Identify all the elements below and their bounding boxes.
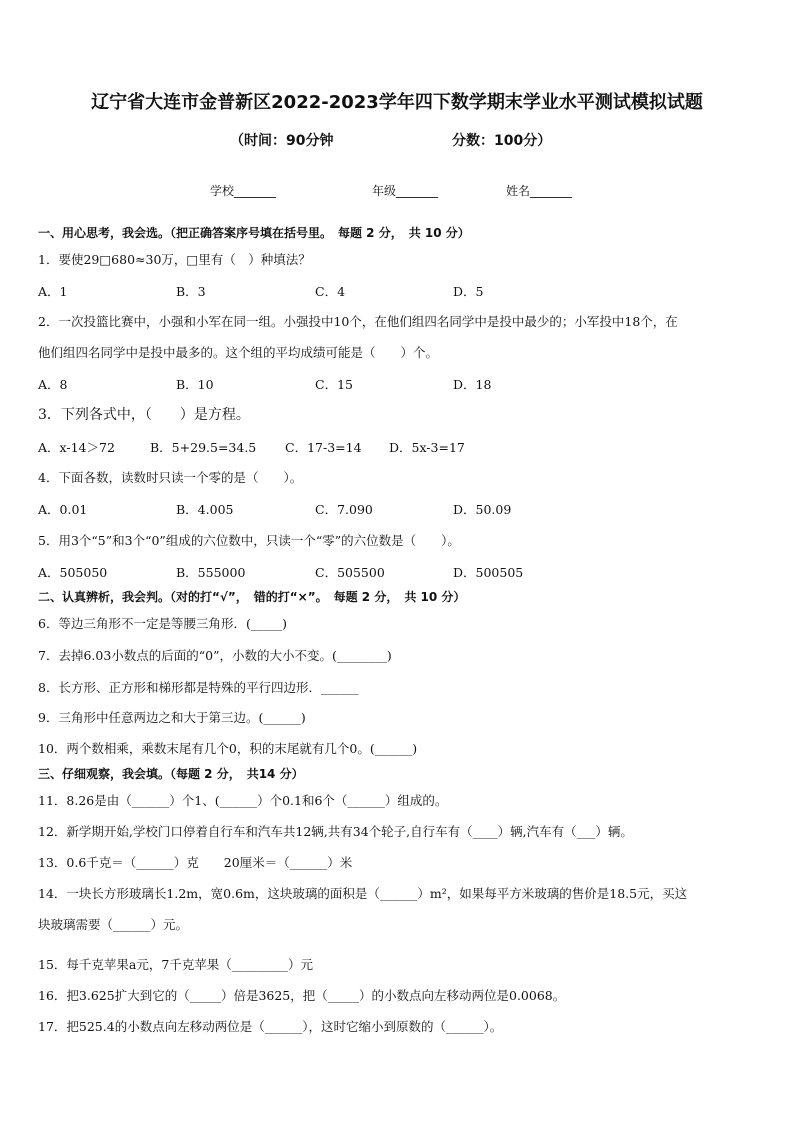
q4-option-c: C．7.090 xyxy=(315,502,373,517)
q3-option-c: C．17-3=14 xyxy=(285,440,362,455)
q3-option-a: A．x-14＞72 xyxy=(38,440,115,455)
q1-option-c: C．4 xyxy=(315,284,346,299)
q5-option-a: A．505050 xyxy=(38,565,108,580)
section-1-heading: 一、用心思考，我会选。（把正确答案序号填在括号里。 每题 2 分， 共 10 分） xyxy=(38,226,470,240)
q5-option-d: D．500505 xyxy=(453,565,524,580)
question-12: 12．新学期开始,学校门口停着自行车和汽车共12辆,共有34个轮子,自行车有（____）辆,汽车有（___）辆。 xyxy=(38,824,633,839)
question-6: 6．等边三角形不一定是等腰三角形．(_____) xyxy=(38,616,287,631)
q1-option-a: A．1 xyxy=(38,284,68,299)
question-14-line-1: 14．一块长方形玻璃长1.2m，宽0.6m，这块玻璃的面积是（______）m²，如果每平方米玻璃的售价是18.5元，买这 xyxy=(38,886,688,901)
q2-option-a: A．8 xyxy=(38,377,68,392)
question-2-line-1: 2．一次投篮比赛中，小强和小军在同一组。小强投中10个，在他们组四名同学中是投中最少的；小军投中18个，在 xyxy=(38,314,678,329)
q5-option-b: B．555000 xyxy=(176,565,246,580)
question-8: 8．长方形、正方形和梯形都是特殊的平行四边形．______ xyxy=(38,680,359,695)
q2-option-c: C．15 xyxy=(315,377,353,392)
question-11: 11．8.26是由（______）个1、(______）个0.1和6个（______）组成的。 xyxy=(38,793,448,808)
question-7: 7．去掉6.03小数点的后面的“0”，小数的大小不变。(________) xyxy=(38,648,392,663)
question-17: 17．把525.4的小数点向左移动两位是（______），这时它缩小到原数的（______）。 xyxy=(38,1019,503,1034)
question-1: 1．要使29□680≈30万，□里有（ ）种填法？ xyxy=(38,252,311,267)
section-3-heading: 三、仔细观察，我会填。（每题 2 分， 共14 分） xyxy=(38,767,304,781)
question-13: 13．0.6千克＝（______）克 20厘米＝（______）米 xyxy=(38,855,353,870)
question-9: 9．三角形中任意两边之和大于第三边。(______) xyxy=(38,710,306,725)
grade-field: 年级_______ xyxy=(372,184,439,198)
q1-option-b: B．3 xyxy=(176,284,206,299)
exam-time: （时间：90分钟 xyxy=(230,133,334,149)
exam-score: 分数：100分） xyxy=(452,133,552,149)
question-4: 4．下面各数，读数时只读一个零的是（ ）。 xyxy=(38,470,303,485)
page-title: 辽宁省大连市金普新区2022-2023学年四下数学期末学业水平测试模拟试题 xyxy=(91,92,703,113)
q5-option-c: C．505500 xyxy=(315,565,385,580)
question-16: 16．把3.625扩大到它的（_____）倍是3625，把（_____）的小数点向左移动两位是0.0068。 xyxy=(38,988,566,1003)
q3-option-b: B．5+29.5=34.5 xyxy=(150,440,257,455)
question-2-line-2: 他们组四名同学中是投中最多的。这个组的平均成绩可能是（ ）个。 xyxy=(38,345,439,360)
question-10: 10．两个数相乘，乘数末尾有几个0，积的末尾就有几个0。(______) xyxy=(38,741,418,756)
q1-option-d: D．5 xyxy=(453,284,484,299)
q4-option-b: B．4.005 xyxy=(176,502,234,517)
question-15: 15．每千克苹果a元，7千克苹果（_________）元 xyxy=(38,957,314,972)
q2-option-b: B．10 xyxy=(176,377,214,392)
school-field: 学校_______ xyxy=(210,184,277,198)
name-field: 姓名_______ xyxy=(506,184,573,198)
question-14-line-2: 块玻璃需要（______）元。 xyxy=(38,917,189,932)
q4-option-a: A．0.01 xyxy=(38,502,88,517)
q3-option-d: D．5x-3=17 xyxy=(389,440,465,455)
question-5: 5．用3个“5”和3个“0”组成的六位数中，只读一个“零”的六位数是（ ）。 xyxy=(38,533,460,548)
question-3: 3．下列各式中，（ ）是方程。 xyxy=(38,407,250,423)
section-2-heading: 二、认真辨析，我会判。（对的打“√”， 错的打“×”。 每题 2 分， 共 10 分） xyxy=(38,590,466,604)
q2-option-d: D．18 xyxy=(453,377,492,392)
q4-option-d: D．50.09 xyxy=(453,502,512,517)
